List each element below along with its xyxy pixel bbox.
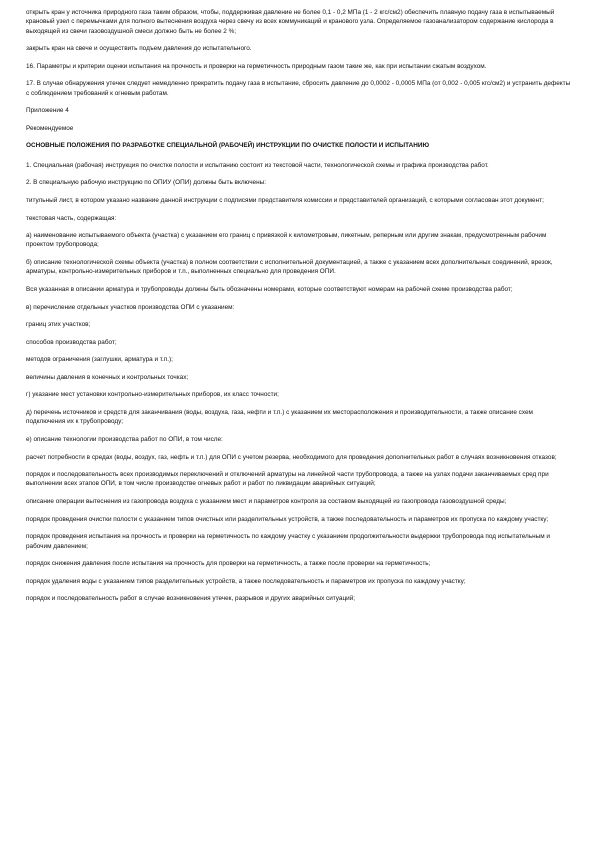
paragraph-cleaning-order: порядок проведения очистки полости с указанием типов очистных или разделительных устройств, а также последовательность и параметров их пропуска по каждому участку;	[26, 515, 549, 523]
paragraph-limits: методов ограничения (заглушки, арматура и т.п.);	[26, 356, 173, 364]
paragraph-zakryt-kran: закрыть кран на свече и осуществить подъем давления до испытательного.	[26, 45, 252, 53]
paragraph-testing-order: порядок проведения испытания на прочность и проверки на герметичность по каждому участку с указанием продолжительности выдержки трубопровода под испытательным и рабочим давлением;	[26, 533, 550, 550]
paragraph-pressure: величины давления в конечных и контрольных точках;	[26, 373, 189, 381]
paragraph-item-16: 16. Параметры и критерии оценки испытания на прочность и проверки на герметичность природным газом такие же, как при испытании сжатым воздухом.	[26, 62, 487, 70]
appendix-label: Приложение 4	[26, 107, 69, 115]
paragraph-title-page: титульный лист, в котором указано название данной инструкции с подписями представителя комиссии и представителей организаций, с которыми согласован этот документ;	[26, 196, 544, 204]
recommended-label: Рекомендуемое	[26, 124, 74, 132]
paragraph-item-g: г) указание мест установки контрольно-измерительных приборов, их класс точности;	[26, 391, 279, 399]
paragraph-kran-podacha: открыть кран у источника природного газа таким образом, чтобы, поддерживая давление не более 0,1 - 0,2 МПа (1 - 2 кгс/см2) обеспечить плавную подачу газа в испытываемый крановый узел с перемычками для полного вытеснения воздуха через свечу из всех коммуникаций и кранового узла. Определяемое газоанализатором содержание кислорода в выходящей из свечи газовоздушной смеси должно быть не более 2 %;	[26, 9, 555, 35]
paragraph-item-1: 1. Специальная (рабочая) инструкция по очистке полости и испытанию состоит из текстовой части, технологической схемы и графика производства работ.	[26, 161, 489, 169]
paragraph-item-d: д) перечень источников и средств для заканчивания (воды, воздуха, газа, нефти и т.п.) с указанием их месторасположения и производительности, а также описание схем подключения их к трубопроводу;	[26, 409, 533, 426]
section-heading: ОСНОВНЫЕ ПОЛОЖЕНИЯ ПО РАЗРАБОТКЕ СПЕЦИАЛЬНОЙ (РАБОЧЕЙ) ИНСТРУКЦИИ ПО ОЧИСТКЕ ПОЛОСТИ И ИСПЫТАНИЮ	[26, 142, 430, 150]
paragraph-item-v: в) перечисление отдельных участков производства ОПИ с указанием:	[26, 303, 235, 311]
paragraph-text-part: текстовая часть, содержащая:	[26, 214, 117, 222]
paragraph-pressure-reduction: порядок снижения давления после испытания на прочность для проверки на герметичность, а также после проверки на герметичность;	[26, 560, 431, 568]
paragraph-emergency-order: порядок и последовательность работ в случае возникновения утечек, разрывов и других аварийных ситуаций;	[26, 595, 356, 603]
paragraph-media-calc: расчет потребности в средах (воды, воздух, газ, нефть и т.п.) для ОПИ с учетом резерва, необходимого для проведения дополнительных работ в случаях возникновения отказов;	[26, 453, 557, 461]
paragraph-methods: способов производства работ;	[26, 338, 117, 346]
paragraph-armatura-note: Вся указанная в описании арматура и трубопроводы должны быть обозначены номерами, которые соответствуют номерам на рабочей схеме производства работ;	[26, 285, 513, 293]
paragraph-switching-order: порядок и последовательность всех производимых переключений и отключений арматуры на линейной части трубопровода, а также на узлах подачи заканчиваемых сред при выполнении всех этапов ОПИ, в том числе производстве огневых работ и работ по ликвидации аварийных ситуаций;	[26, 471, 549, 488]
paragraph-item-b: б) описание технологической схемы объекта (участка) в полном соответствии с исполнительной документацией, а также с указанием всех дополнительных соединений, врезок, арматуры, контрольно-измерительных приборов и т.п., выполненных специально для проведения ОПИ.	[26, 259, 553, 276]
paragraph-item-2: 2. В специальную рабочую инструкцию по ОПИУ (ОПИ) должны быть включены:	[26, 179, 266, 187]
paragraph-water-removal: порядок удаления воды с указанием типов разделительных устройств, а также последовательность и параметров их пропуска по каждому участку;	[26, 577, 466, 585]
document-page	[26, 8, 571, 612]
paragraph-boundaries: границ этих участков;	[26, 321, 91, 329]
paragraph-air-displacement: описание операции вытеснения из газопровода воздуха с указанием мест и параметров контроля за составом выходящей из газопровода газовоздушной среды;	[26, 498, 507, 506]
paragraph-item-a: а) наименование испытываемого объекта (участка) с указанием его границ с привязкой к километровым, пикетным, реперным или другим знакам, предусмотренным рабочим проектом трубопровода;	[26, 232, 547, 249]
paragraph-item-e: е) описание технологии производства работ по ОПИ, в том числе:	[26, 435, 223, 443]
paragraph-item-17: 17. В случае обнаружения утечек следует немедленно прекратить подачу газа в испытание, сбросить давление до 0,0002 - 0,0005 МПа (от 0,002 - 0,005 кгс/см2) и устранить дефекты с соблюдением требований к огневым работам.	[26, 80, 571, 97]
